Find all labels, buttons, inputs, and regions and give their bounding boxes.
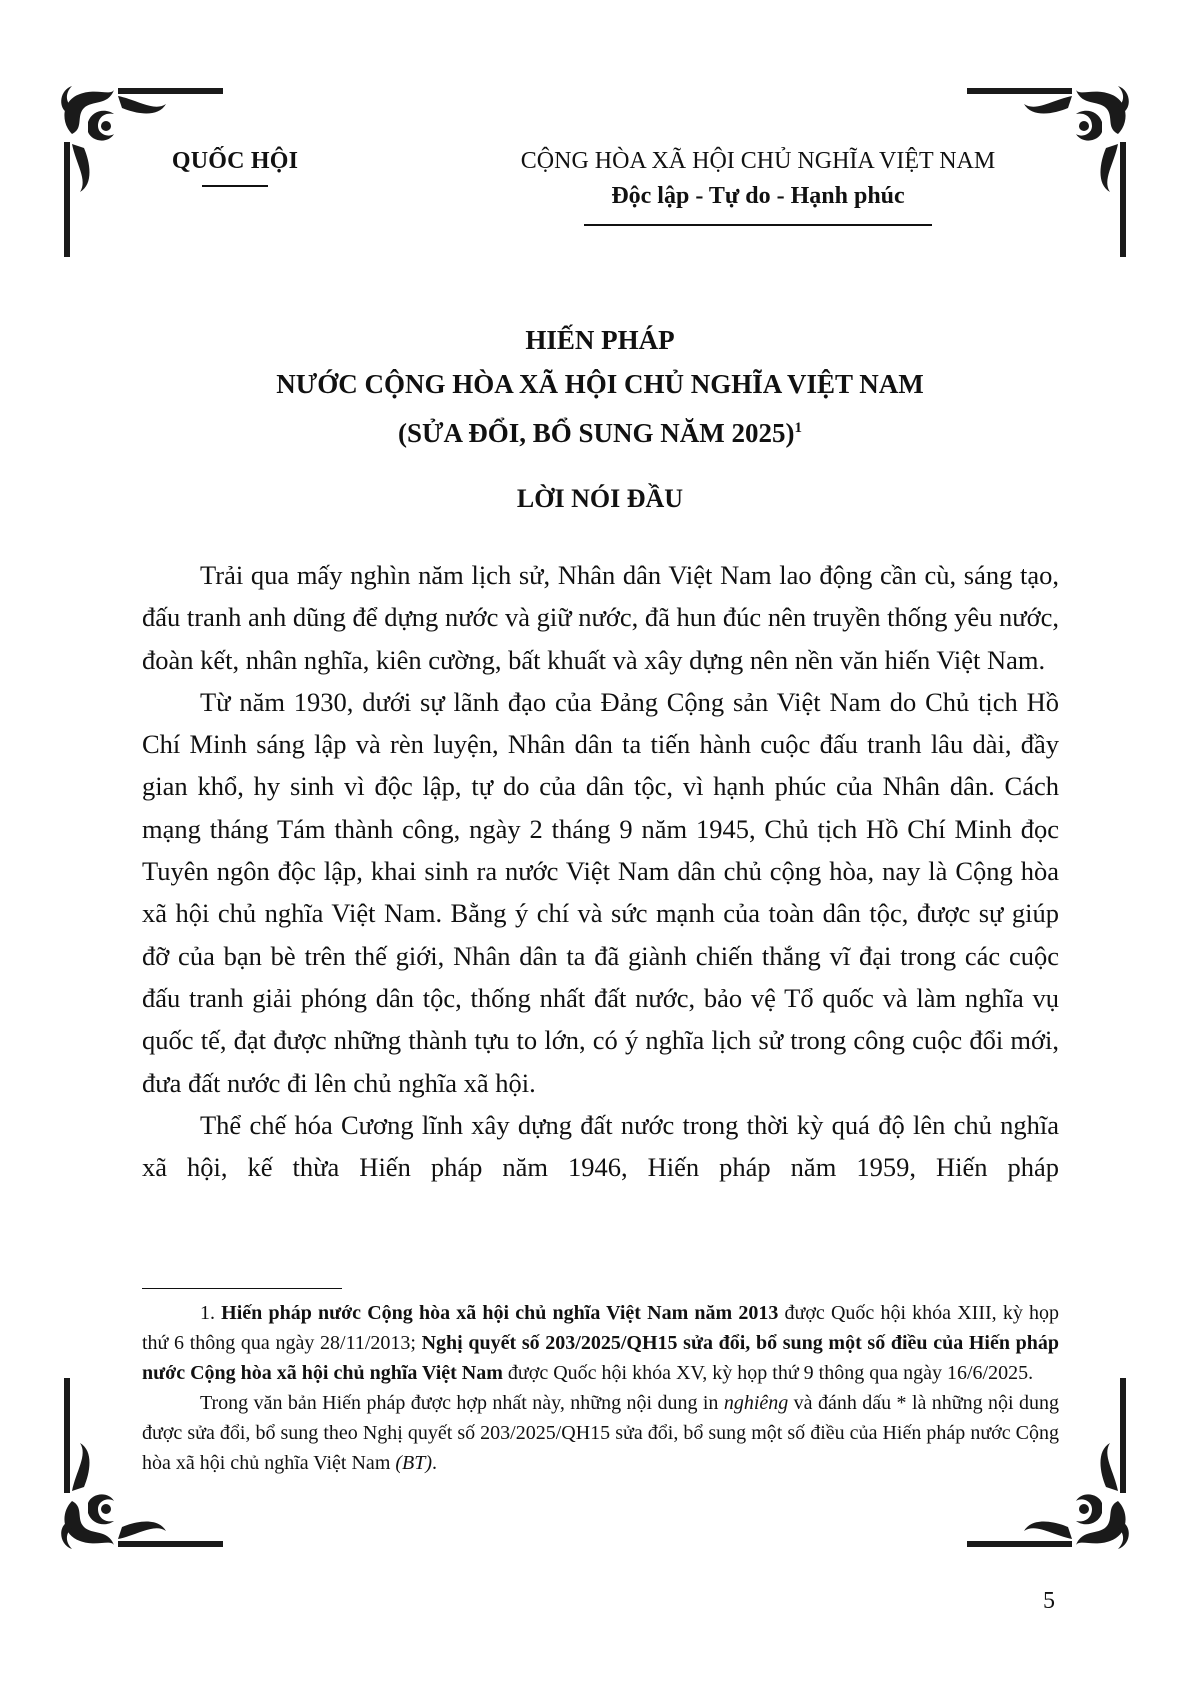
footnote-bold-2: Nghị quyết số 203/2025/QH15 sửa đổi, bổ sung một số điều của Hiến pháp nước Cộng hòa xã hội chủ nghĩa Việt Nam (142, 1332, 1059, 1384)
footnote-separator (142, 1288, 342, 1289)
title-line-3-text: (SỬA ĐỔI, BỔ SUNG NĂM 2025) (397, 418, 795, 448)
footnote (142, 1298, 1059, 1478)
footnote-bold-1: Hiến pháp nước Cộng hòa xã hội chủ nghĩa Việt Nam năm 2013 (221, 1302, 779, 1324)
footnote-text-2: được Quốc hội khóa XV, kỳ họp thứ 9 thông qua ngày 16/6/2025. (502, 1362, 1034, 1384)
footnote-paragraph-1 (142, 1298, 1059, 1388)
title-line-2: NƯỚC CỘNG HÒA XÃ HỘI CHỦ NGHĨA VIỆT NAM (276, 369, 924, 399)
footnote-italic-2: (BT) (395, 1452, 433, 1474)
footnote-italic-1: nghiêng (723, 1392, 789, 1414)
title-line-3 (120, 406, 1080, 455)
preamble-heading: LỜI NÓI ĐẦU (516, 484, 684, 513)
footnote-text-5: . (432, 1452, 438, 1474)
nation-name: CỘNG HÒA XÃ HỘI CHỦ NGHĨA VIỆT NAM (520, 148, 996, 174)
paragraph-1: Trải qua mấy nghìn năm lịch sử, Nhân dân Việt Nam lao động cần cù, sáng tạo, đấu tranh anh dũng để dựng nước và giữ nước, đã hun đúc nên truyền thống yêu nước, đoàn kết, nhân nghĩa, kiên cường, bất khuất và xây dựng nên nền văn hiến Việt Nam. (142, 560, 1059, 675)
issuer-underline (202, 185, 268, 187)
paragraph-3: Thể chế hóa Cương lĩnh xây dựng đất nước trong thời kỳ quá độ lên chủ nghĩa xã hội, kế thừa Hiến pháp năm 1946, Hiến pháp năm 1959, Hiến pháp (142, 1109, 1059, 1183)
footnote-number: 1. (200, 1302, 222, 1324)
title-line-1: HIẾN PHÁP (525, 325, 675, 355)
footnote-marker[interactable]: 1 (794, 420, 802, 436)
motto-underline (584, 224, 932, 226)
paragraph-2: Từ năm 1930, dưới sự lãnh đạo của Đảng Cộng sản Việt Nam do Chủ tịch Hồ Chí Minh sáng lập và rèn luyện, Nhân dân ta tiến hành cuộc đấu tranh lâu dài, đầy gian khổ, hy sinh vì độc lập, tự do của dân tộc, vì hạnh phúc của Nhân dân. Cách mạng tháng Tám thành công, ngày 2 tháng 9 năm 1945, Chủ tịch Hồ Chí Minh đọc Tuyên ngôn độc lập, khai sinh ra nước Việt Nam dân chủ cộng hòa, nay là Cộng hòa xã hội chủ nghĩa Việt Nam. Bằng ý chí và sức mạnh của toàn dân tộc, được sự giúp đỡ của bạn bè trên thế giới, Nhân dân ta đã giành chiến thắng vĩ đại trong các cuộc đấu tranh giải phóng dân tộc, thống nhất đất nước, bảo vệ Tổ quốc và làm nghĩa vụ quốc tế, đạt được những thành tựu to lớn, có ý nghĩa lịch sử trong công cuộc đổi mới, đưa đất nước đi lên chủ nghĩa xã hội. (142, 686, 1059, 1098)
footnote-text-1: được Quốc hội khóa XIII, kỳ họp thứ 6 thông qua ngày 28/11/2013; (142, 1302, 1059, 1354)
preamble-body (142, 554, 1059, 1188)
footnote-text-4: và đánh dấu * là những nội dung được sửa đổi, bổ sung theo Nghị quyết số 203/2025/QH15 sửa đổi, bổ sung một số điều của Hiến pháp nước Cộng hòa xã hội chủ nghĩa Việt Nam (142, 1392, 1059, 1474)
national-header (478, 148, 1038, 226)
national-motto: Độc lập - Tự do - Hạnh phúc (611, 183, 905, 209)
document-title (120, 318, 1080, 455)
page-number: 5 (1043, 1588, 1055, 1614)
footnote-text-3: Trong văn bản Hiến pháp được hợp nhất này, những nội dung in (200, 1392, 724, 1414)
issuer-block (150, 148, 320, 187)
footnote-paragraph-2 (142, 1388, 1059, 1478)
issuer-name: QUỐC HỘI (171, 148, 299, 174)
